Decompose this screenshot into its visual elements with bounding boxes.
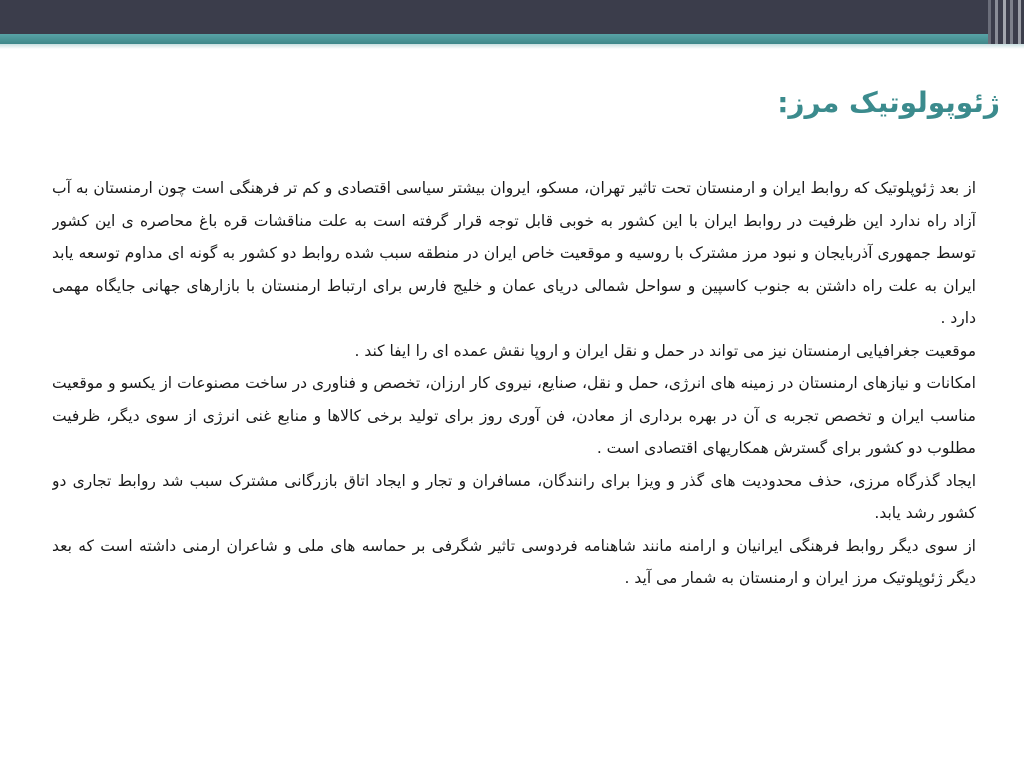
paragraph-cultural-relations: از سوی دیگر روابط فرهنگی ایرانیان و ارامنه مانند شاهنامه فردوسی تاثیر شگرفی بر حماسه های ملی و شاعران ارمنی داشته است که بعد دیگر ژئوپلوتیک مرز ایران و ارمنستان به شمار می آید .: [52, 536, 976, 587]
slide-title: ژئوپولوتیک مرز:: [777, 86, 1000, 119]
paragraph-border-crossing: ایجاد گذرگاه مرزی، حذف محدودیت های گذر و ویزا برای رانندگان، مسافران و تجار و ایجاد اتاق بازرگانی مشترک سبب شد روابط تجاری دو کشور رشد یابد.: [52, 471, 976, 522]
slide-body: [52, 172, 976, 642]
paragraph-economic-capacity: امکانات و نیازهای ارمنستان در زمینه های انرژی، حمل و نقل، صنایع، نیروی کار ارزان، تخصص و فناوری در ساخت مصنوعات از یکسو و موقعیت مناسب ایران و تخصص تجربه ی آن در بهره برداری از معادن، فن آوری روز برای تولید برخی کالاها و منابع غنی انرژی از سوی دیگر، ظرفیت مطلوب دو کشور برای گسترش همکاریهای اقتصادی است .: [52, 374, 976, 457]
header-bar: [0, 0, 1024, 34]
header-shadow-strip: [0, 44, 1024, 49]
paragraph-geopolitics: از بعد ژئوپلوتیک که روابط ایران و ارمنستان تحت تاثیر تهران، مسکو، ایروان بیشتر سیاسی اقتصادی و کم تر فرهنگی است چون ارمنستان به آب آزاد راه ندارد این ظرفیت در روابط ایران با این کشور به خوبی قابل توجه قرار گرفته است به علت مناقشات قره باغ محاصره ی این کشور توسط جمهوری آذربایجان و نبود مرز مشترک با روسیه و موقعیت خاص ایران در منطقه سبب شده روابط دو کشور به گونه ای مداوم توسعه یابد ایران به علت راه داشتن به جنوب کاسپین و سواحل شمالی دریای عمان و خلیج فارس برای ارتباط ارمنستان با بازارهای جهانی جایگاه مهمی دارد .: [52, 179, 976, 327]
header-accent-strip: [0, 34, 1024, 44]
paragraph-geographic-position: موقعیت جغرافیایی ارمنستان نیز می تواند در حمل و نقل ایران و اروپا نقش عمده ای را ایفا کند .: [354, 341, 976, 360]
corner-stripes-decoration: [988, 0, 1024, 44]
